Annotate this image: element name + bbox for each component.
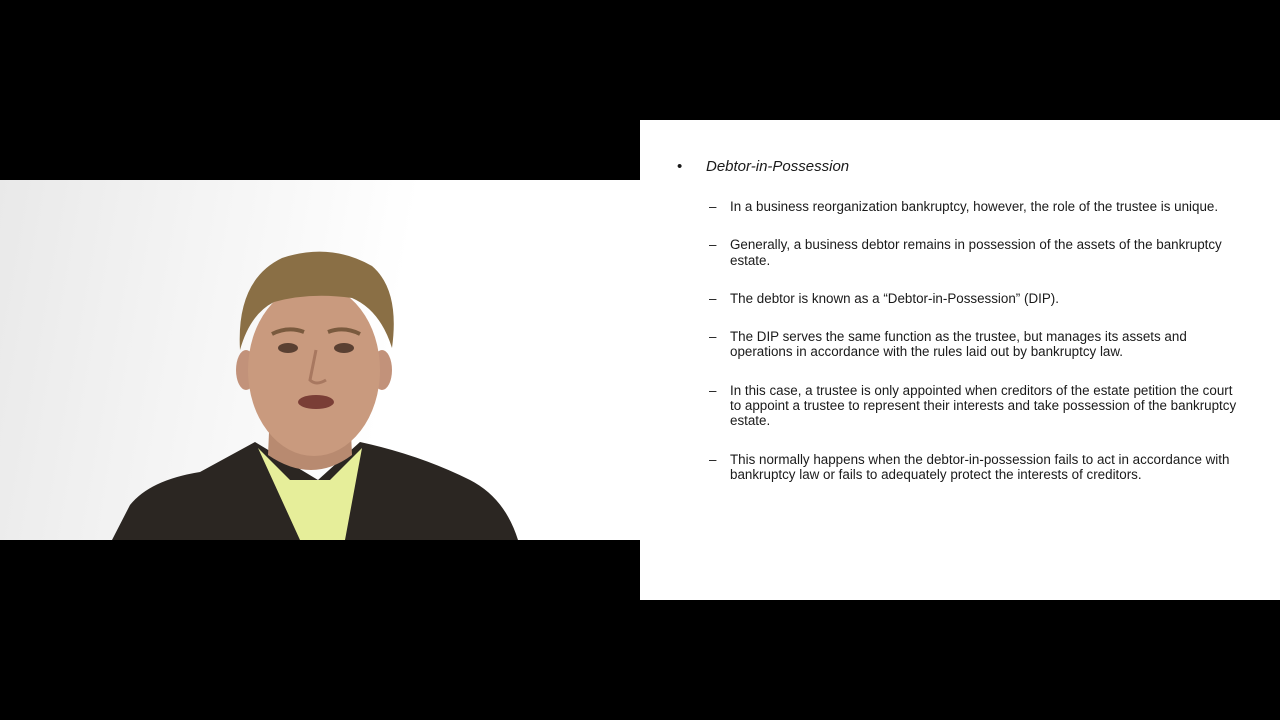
dash-icon: – [709,382,717,398]
presenter-eye-left [278,343,298,353]
lecture-slide [640,120,1280,600]
slide-points [677,199,1250,482]
slide-point [709,291,1239,306]
dash-icon: – [709,329,717,345]
slide-point-text: Generally, a business debtor remains in possession of the assets of the bankruptcy estate. [730,237,1222,268]
bullet-icon: • [677,158,683,175]
slide-point-text: This normally happens when the debtor-in-possession fails to act in accordance with bankruptcy law or fails to adequately protect the interests of creditors. [730,451,1230,482]
slide-point [709,329,1239,360]
dash-icon: – [709,199,717,214]
slide-point [709,383,1239,429]
presenter-video [0,180,640,540]
presenter-face [248,284,380,456]
dash-icon: – [709,237,717,253]
presenter-eye-right [334,343,354,353]
presenter-illustration [0,180,640,540]
slide-heading-row [677,158,1250,176]
slide-point-text: The DIP serves the same function as the trustee, but manages its assets and operations in accordance with the rules laid out by bankruptcy law. [730,329,1187,360]
slide-heading: Debtor-in-Possession [706,158,850,175]
dash-icon: – [709,290,717,306]
dash-icon: – [709,451,717,467]
presenter-mouth [298,395,334,409]
slide-point-text: In a business reorganization bankruptcy, however, the role of the trustee is unique. [730,199,1219,214]
slide-point [709,199,1239,214]
slide-point-text: The debtor is known as a “Debtor-in-Possession” (DIP). [730,290,1059,306]
slide-point-text: In this case, a trustee is only appointed when creditors of the estate petition the court to appoint a trustee to represent their interests and take possession of the bankruptcy estate. [730,382,1237,429]
slide-point [709,237,1239,268]
slide-point [709,452,1239,483]
